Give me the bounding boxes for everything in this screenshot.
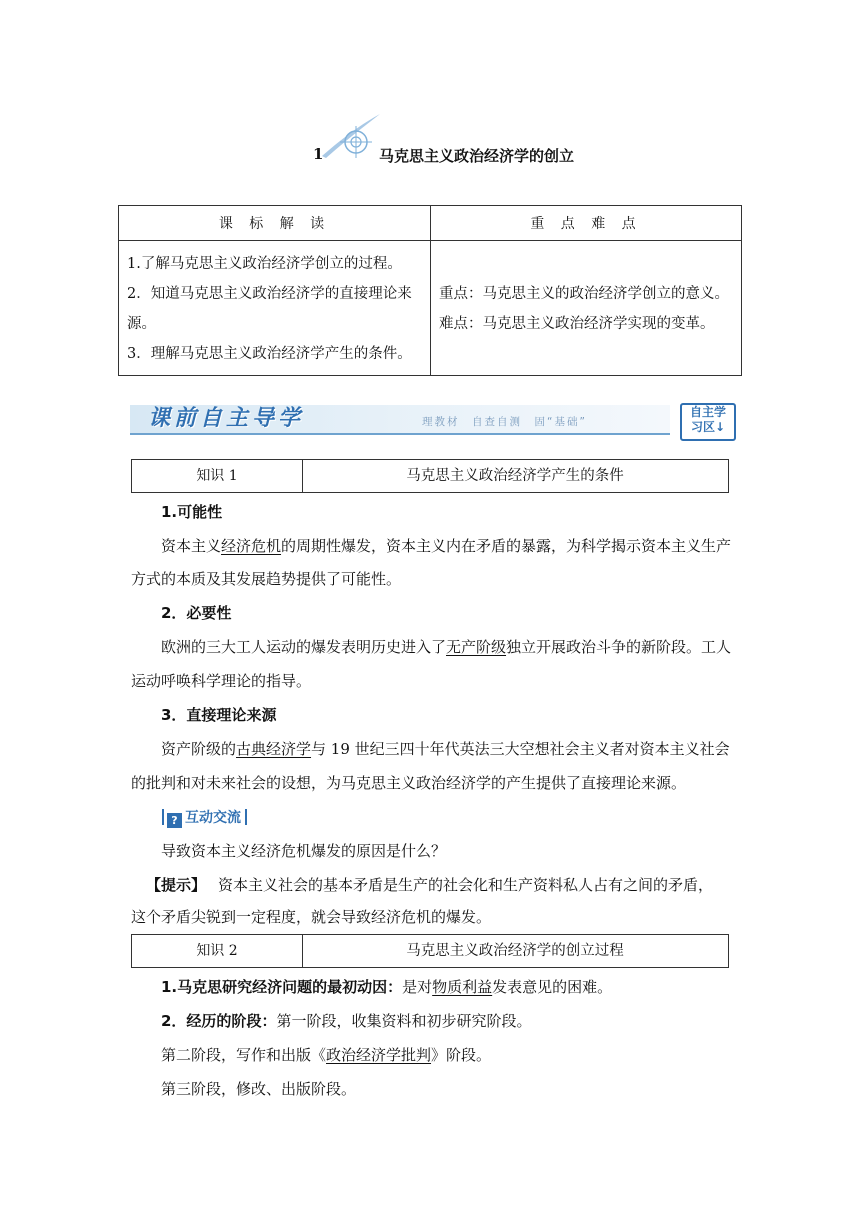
header-curriculum: 课 标 解 读: [119, 206, 431, 241]
hint-label: 【提示】: [146, 876, 207, 894]
key-term: 物质利益: [432, 978, 493, 996]
section-heading: 2．必要性: [161, 604, 232, 622]
curriculum-line: 1.了解马克思主义政治经济学创立的过程。: [127, 256, 402, 272]
difficulty-line: 难点：马克思主义政治经济学实现的变革。: [439, 316, 715, 332]
text-run: 资本主义: [161, 537, 222, 555]
key-term: 古典经济学: [236, 740, 312, 758]
knowledge-1-title: 马克思主义政治经济学产生的条件: [406, 468, 624, 484]
item-heading: 2．经历的阶段：: [161, 1012, 277, 1030]
knowledge-1-header: [131, 459, 729, 493]
badge-line: 习区↓: [690, 420, 726, 434]
header-key-points: 重 点 难 点: [431, 206, 742, 241]
section-banner: [130, 399, 738, 439]
text-run: 第二阶段，写作和出版《: [161, 1046, 327, 1064]
text-run: 的周期性爆发，资本主义内在矛盾的暴露，为科学揭示资本主义生产: [281, 537, 732, 555]
curriculum-cell: [119, 241, 431, 376]
paragraph-line: [161, 636, 731, 658]
curriculum-line: 源。: [127, 316, 156, 332]
curriculum-line: 3．理解马克思主义政治经济学产生的条件。: [127, 346, 412, 362]
hint-line: [146, 874, 713, 896]
key-term: 经济危机: [221, 537, 282, 555]
question-icon: ?: [167, 813, 182, 828]
paragraph-line: [161, 976, 612, 998]
section-heading: 3．直接理论来源: [161, 706, 277, 724]
key-point-line: 重点：马克思主义的政治经济学创立的意义。: [439, 286, 729, 302]
paragraph-line: 的批判和对未来社会的设想，为马克思主义政治经济学的产生提供了直接理论来源。: [131, 774, 687, 792]
text-run: 》阶段。: [431, 1046, 492, 1064]
paragraph-line: [161, 1044, 491, 1066]
paragraph-line: 第三阶段，修改、出版阶段。: [161, 1080, 357, 1098]
badge-line: 自主学: [689, 405, 726, 419]
paragraph-line: [161, 535, 731, 557]
banner-subtitle: 理教材 自查自测 固“基础”: [422, 416, 587, 428]
text-run: 与 19 世纪三四十年代英法三大空想社会主义者对资本主义社会: [311, 740, 730, 758]
text-run: 第一阶段，收集资料和初步研究阶段。: [276, 1012, 532, 1030]
text-run: 发表意见的困难。: [492, 978, 613, 996]
curriculum-line: 2．知道马克思主义政治经济学的直接理论来: [127, 286, 412, 302]
paragraph-line: 方式的本质及其发展趋势提供了可能性。: [131, 570, 402, 588]
curriculum-table: [118, 205, 742, 376]
knowledge-1-label: 知识 1: [132, 460, 303, 492]
key-term: 无产阶级: [446, 638, 507, 656]
interaction-tag: [161, 807, 248, 827]
paragraph-line: 运动呼唤科学理论的指导。: [131, 672, 312, 690]
text-run: 资产阶级的: [161, 740, 237, 758]
section-heading: 1.可能性: [161, 503, 223, 521]
interaction-tag-label: 互动交流: [185, 810, 241, 826]
text-run: 欧洲的三大工人运动的爆发表明历史进入了: [161, 638, 447, 656]
key-points-cell: [431, 241, 742, 376]
paragraph-line: [161, 1010, 531, 1032]
knowledge-2-label: 知识 2: [132, 935, 303, 967]
knowledge-2-title: 马克思主义政治经济学的创立过程: [406, 943, 624, 959]
text-run: 独立开展政治斗争的新阶段。工人: [506, 638, 732, 656]
knowledge-2-header: [131, 934, 729, 968]
text-run: 是对: [402, 978, 433, 996]
title-number: 1: [313, 145, 324, 163]
title-logo-icon: [318, 112, 384, 162]
interaction-question: 导致资本主义经济危机爆发的原因是什么？: [161, 842, 447, 860]
item-heading: 1.马克思研究经济问题的最初动因：: [161, 978, 403, 996]
hint-line: 这个矛盾尖锐到一定程度，就会导致经济危机的爆发。: [131, 908, 492, 926]
paragraph-line: [161, 738, 730, 760]
banner-badge: [680, 403, 736, 441]
page-title: 马克思主义政治经济学的创立: [379, 147, 575, 165]
hint-text: 资本主义社会的基本矛盾是生产的社会化和生产资料私人占有之间的矛盾，: [218, 876, 714, 894]
key-term: 政治经济学批判: [326, 1046, 432, 1064]
banner-title: 课前自主导学: [148, 406, 305, 431]
